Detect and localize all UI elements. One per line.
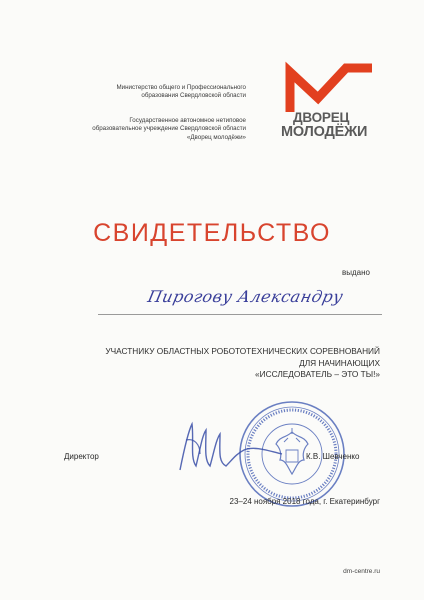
director-signature bbox=[170, 410, 290, 480]
ministry-line-2: образования Свердловской области bbox=[141, 92, 246, 100]
recipient-underline bbox=[98, 314, 382, 315]
director-role: Директор bbox=[64, 452, 99, 461]
award-text bbox=[105, 346, 380, 381]
logo-word-2: МОЛОДЁЖИ bbox=[281, 124, 368, 140]
issued-label: выдано bbox=[342, 268, 370, 277]
award-line-3: «ИССЛЕДОВАТЕЛЬ – ЭТО ТЫ!» bbox=[255, 369, 380, 379]
institution-line-3: «Дворец молодёжи» bbox=[186, 133, 246, 141]
director-name: К.В. Шевченко bbox=[306, 452, 360, 461]
ministry-line-1: Министерство общего и Профессионального bbox=[116, 84, 246, 91]
logo-word-1: ДВОРЕЦ bbox=[293, 110, 350, 125]
award-line-2: ДЛЯ НАЧИНАЮЩИХ bbox=[299, 357, 380, 368]
certificate-title: СВИДЕТЕЛЬСТВО bbox=[93, 219, 331, 247]
institution-line-1: Государственное автономное нетиповое bbox=[129, 117, 246, 124]
logo-mark-icon bbox=[276, 58, 386, 118]
institution-line-2: образовательное учреждение Свердловской области bbox=[92, 125, 246, 133]
recipient-name: Пирогову Александру bbox=[145, 287, 346, 306]
institution-name bbox=[92, 117, 246, 142]
website-url: dm-centre.ru bbox=[343, 568, 380, 575]
event-date: 23–24 ноября 2018 года, г. Екатеринбург bbox=[229, 497, 380, 506]
ministry-name bbox=[117, 84, 247, 101]
award-line-1: УЧАСТНИКУ ОБЛАСТНЫХ РОБОТОТЕХНИЧЕСКИХ СОРЕВНОВАНИЙ bbox=[105, 346, 380, 356]
dvorets-molodezhi-logo bbox=[276, 58, 386, 143]
